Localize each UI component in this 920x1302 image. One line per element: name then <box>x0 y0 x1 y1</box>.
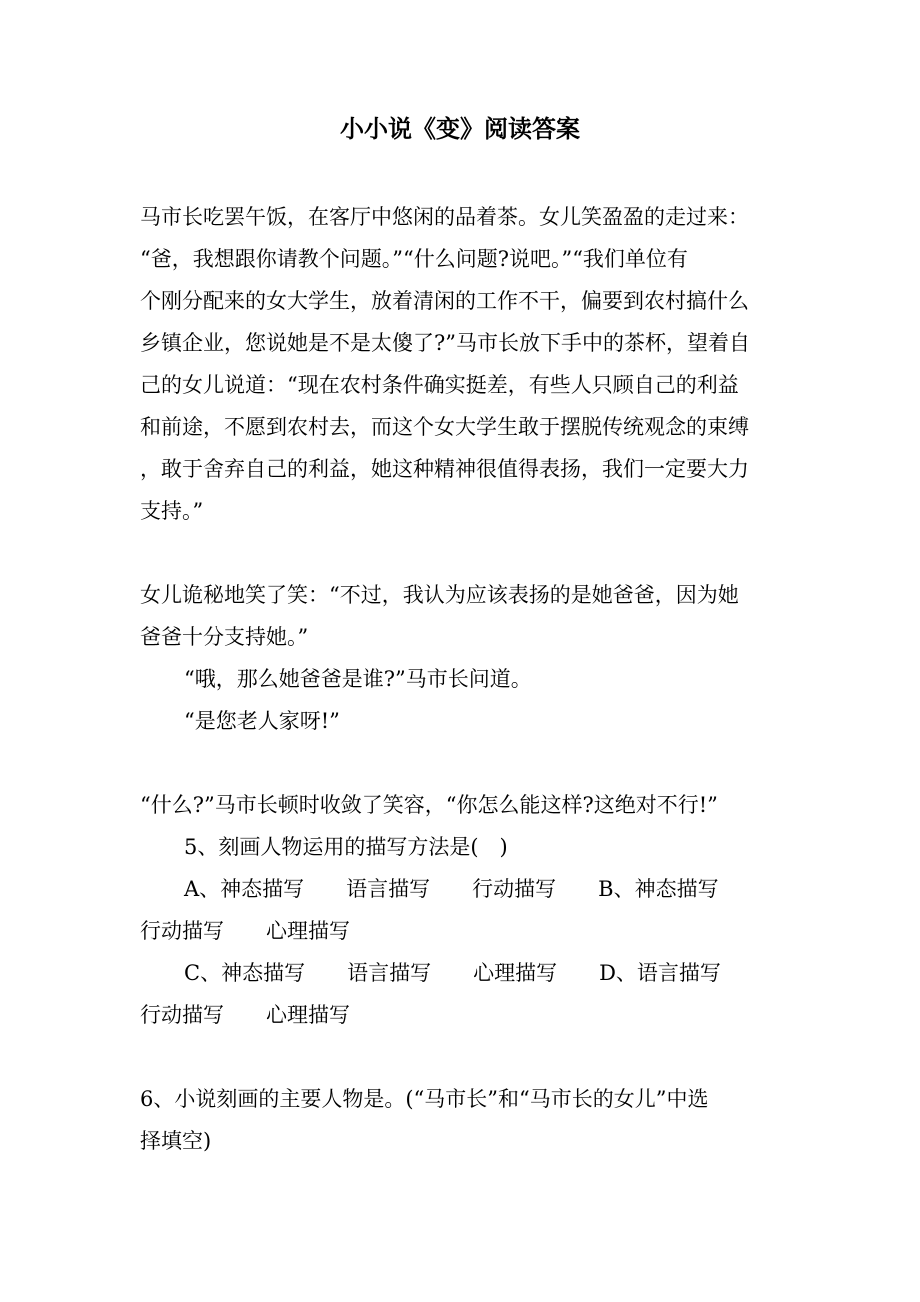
paragraph-1-line: “爸，我想跟你请教个问题。”“什么问题?说吧。”“我们单位有 <box>140 247 688 271</box>
question-6-line: 6、小说刻画的主要人物是。(“马市长”和“马市长的女儿”中选 <box>140 1087 709 1111</box>
question-6 <box>140 1078 780 1162</box>
dialog-line-2: “是您老人家呀!” <box>184 709 340 733</box>
paragraph-3-line: “什么?”马市长顿时收敛了笑容，“你怎么能这样?这绝对不行!” <box>140 793 718 817</box>
question-5-options-cd: C、神态描写 语言描写 心理描写 D、语言描写 <box>184 961 721 985</box>
question-5-stem: 5、刻画人物运用的描写方法是( ) <box>184 835 508 859</box>
paragraph-1-line: 己的女儿说道：“现在农村条件确实挺差，有些人只顾自己的利益 <box>140 373 739 397</box>
paragraph-1-line: 个刚分配来的女大学生，放着清闲的工作不干，偏要到农村搞什么 <box>140 289 749 313</box>
question-5-options-ab-cont: 行动描写 心理描写 <box>140 919 350 943</box>
document-title: 小小说《变》阅读答案 <box>340 114 580 143</box>
paragraph-2 <box>140 574 780 742</box>
paragraph-1-line: ，敢于舍弃自己的利益，她这种精神很值得表扬，我们一定要大力 <box>140 457 749 481</box>
question-5-options-cd-cont: 行动描写 心理描写 <box>140 1003 350 1027</box>
paragraph-2-line: 爸爸十分支持她。” <box>140 625 309 649</box>
paragraph-1-line: 马市长吃罢午饭，在客厅中悠闲的品着茶。女儿笑盈盈的走过来： <box>140 205 749 229</box>
dialog-line-1: “哦，那么她爸爸是谁?”马市长问道。 <box>184 667 532 691</box>
paragraph-1-line: 和前途，不愿到农村去，而这个女大学生敢于摆脱传统观念的束缚 <box>140 415 749 439</box>
question-5-options-ab: A、神态描写 语言描写 行动描写 B、神态描写 <box>184 877 719 901</box>
question-6-line: 择填空) <box>140 1129 212 1153</box>
paragraph-1-line: 乡镇企业，您说她是不是太傻了?”马市长放下手中的茶杯，望着自 <box>140 331 750 355</box>
paragraph-3 <box>140 784 780 1036</box>
paragraph-1 <box>140 196 780 532</box>
paragraph-2-line: 女儿诡秘地笑了笑：“不过，我认为应该表扬的是她爸爸，因为她 <box>140 583 739 607</box>
paragraph-1-line: 支持。” <box>140 499 204 523</box>
